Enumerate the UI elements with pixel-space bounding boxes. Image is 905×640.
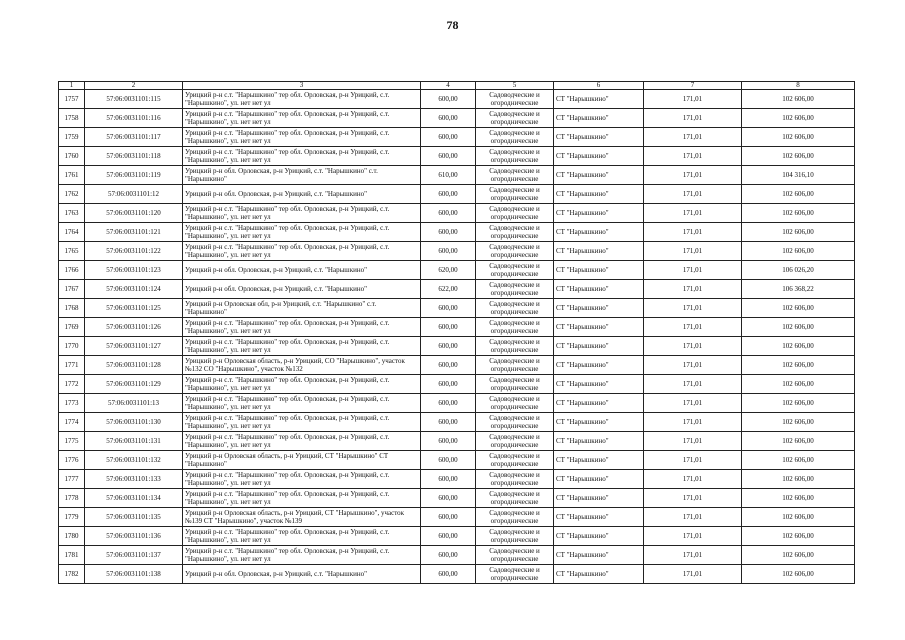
cadastral-value-cell: 102 606,00 [742,394,855,413]
owner-cell: СТ "Нарышкино" [554,280,644,299]
area-cell: 600,00 [421,318,476,337]
cadastral-value-cell: 102 606,00 [742,413,855,432]
cadastral-number-cell: 57:06:0031101:122 [85,242,183,261]
row-number-cell: 1759 [59,128,85,147]
rate-cell: 171,01 [644,204,742,223]
rate-cell: 171,01 [644,337,742,356]
area-cell: 600,00 [421,223,476,242]
land-use-cell: Садоводческие и огороднические [476,375,554,394]
row-number-cell: 1773 [59,394,85,413]
owner-cell: СТ "Нарышкино" [554,527,644,546]
area-cell: 600,00 [421,204,476,223]
table-row [59,546,855,565]
row-number-cell: 1770 [59,337,85,356]
row-number-cell: 1776 [59,451,85,470]
column-number-row [59,82,855,90]
table-row [59,394,855,413]
rate-cell: 171,01 [644,299,742,318]
column-header: 8 [742,82,855,90]
rate-cell: 171,01 [644,185,742,204]
rate-cell: 171,01 [644,470,742,489]
cadastral-number-cell: 57:06:0031101:125 [85,299,183,318]
cadastral-value-cell: 102 606,00 [742,356,855,375]
area-cell: 600,00 [421,413,476,432]
row-number-cell: 1763 [59,204,85,223]
table-row [59,166,855,185]
owner-cell: СТ "Нарышкино" [554,90,644,109]
land-use-cell: Садоводческие и огороднические [476,451,554,470]
land-use-cell: Садоводческие и огороднические [476,489,554,508]
address-cell: Урицкий р-н с.т. "Нарышкино" тер обл. Орловская, р-н Урицкий, с.т. "Нарышкино", ул. нет нет ул [183,128,421,147]
address-cell: Урицкий р-н с.т. "Нарышкино" тер обл. Орловская, р-н Урицкий, с.т. "Нарышкино", ул. нет нет ул [183,489,421,508]
land-use-cell: Садоводческие и огороднические [476,337,554,356]
column-header: 2 [85,82,183,90]
area-cell: 600,00 [421,242,476,261]
address-cell: Урицкий р-н с.т. "Нарышкино" тер обл. Орловская, р-н Урицкий, с.т. "Нарышкино", ул. нет нет ул [183,527,421,546]
cadastral-value-cell: 102 606,00 [742,489,855,508]
address-cell: Урицкий р-н с.т. "Нарышкино" тер обл. Орловская, р-н Урицкий, с.т. "Нарышкино", ул. нет нет ул [183,375,421,394]
row-number-cell: 1766 [59,261,85,280]
row-number-cell: 1758 [59,109,85,128]
address-cell: Урицкий р-н с.т. "Нарышкино" тер обл. Орловская, р-н Урицкий, с.т. "Нарышкино", ул. нет нет ул [183,318,421,337]
row-number-cell: 1772 [59,375,85,394]
cadastral-value-cell: 102 606,00 [742,375,855,394]
cadastral-value-cell: 102 606,00 [742,527,855,546]
rate-cell: 171,01 [644,413,742,432]
address-cell: Урицкий р-н с.т. "Нарышкино" тер обл. Орловская, р-н Урицкий, с.т. "Нарышкино", ул. нет нет ул [183,109,421,128]
address-cell: Урицкий р-н с.т. "Нарышкино" тер обл. Орловская, р-н Урицкий, с.т. "Нарышкино", ул. нет нет ул [183,90,421,109]
area-cell: 622,00 [421,280,476,299]
address-cell: Урицкий р-н обл. Орловская, р-н Урицкий, с.т. "Нарышкино" [183,261,421,280]
table-row [59,147,855,166]
rate-cell: 171,01 [644,508,742,527]
rate-cell: 171,01 [644,90,742,109]
land-use-cell: Садоводческие и огороднические [476,299,554,318]
cadastral-value-cell: 102 606,00 [742,204,855,223]
address-cell: Урицкий р-н с.т. "Нарышкино" тер обл. Орловская, р-н Урицкий, с.т. "Нарышкино", ул. нет нет ул [183,432,421,451]
cadastral-number-cell: 57:06:0031101:118 [85,147,183,166]
table-row [59,413,855,432]
cadastral-number-cell: 57:06:0031101:135 [85,508,183,527]
cadastral-number-cell: 57:06:0031101:138 [85,565,183,584]
land-use-cell: Садоводческие и огороднические [476,432,554,451]
cadastral-value-cell: 102 606,00 [742,299,855,318]
cadastral-value-cell: 104 316,10 [742,166,855,185]
rate-cell: 171,01 [644,394,742,413]
land-use-cell: Садоводческие и огороднические [476,242,554,261]
land-use-cell: Садоводческие и огороднические [476,109,554,128]
cadastral-value-cell: 102 606,00 [742,185,855,204]
table-row [59,318,855,337]
cadastral-value-cell: 102 606,00 [742,109,855,128]
owner-cell: СТ "Нарышкино" [554,128,644,147]
rate-cell: 171,01 [644,451,742,470]
area-cell: 600,00 [421,109,476,128]
area-cell: 600,00 [421,489,476,508]
column-header: 3 [183,82,421,90]
land-registry-table [58,81,855,584]
rate-cell: 171,01 [644,166,742,185]
address-cell: Урицкий р-н с.т. "Нарышкино" тер обл. Орловская, р-н Урицкий, с.т. "Нарышкино", ул. нет нет ул [183,204,421,223]
area-cell: 600,00 [421,147,476,166]
row-number-cell: 1760 [59,147,85,166]
owner-cell: СТ "Нарышкино" [554,508,644,527]
cadastral-value-cell: 102 606,00 [742,337,855,356]
rate-cell: 171,01 [644,109,742,128]
land-use-cell: Садоводческие и огороднические [476,413,554,432]
owner-cell: СТ "Нарышкино" [554,432,644,451]
rate-cell: 171,01 [644,128,742,147]
owner-cell: СТ "Нарышкино" [554,261,644,280]
land-use-cell: Садоводческие и огороднические [476,470,554,489]
cadastral-value-cell: 102 606,00 [742,242,855,261]
rate-cell: 171,01 [644,546,742,565]
table-row [59,451,855,470]
area-cell: 600,00 [421,546,476,565]
land-use-cell: Садоводческие и огороднические [476,147,554,166]
address-cell: Урицкий р-н Орловская область, р-н Урицкий, СТ "Нарышкино" СТ "Нарышкино" [183,451,421,470]
land-use-cell: Садоводческие и огороднические [476,356,554,375]
column-header: 5 [476,82,554,90]
area-cell: 600,00 [421,565,476,584]
cadastral-number-cell: 57:06:0031101:137 [85,546,183,565]
cadastral-value-cell: 102 606,00 [742,128,855,147]
owner-cell: СТ "Нарышкино" [554,166,644,185]
column-header: 1 [59,82,85,90]
cadastral-number-cell: 57:06:0031101:127 [85,337,183,356]
table-row [59,489,855,508]
rate-cell: 171,01 [644,432,742,451]
row-number-cell: 1761 [59,166,85,185]
table-row [59,204,855,223]
address-cell: Урицкий р-н с.т. "Нарышкино" тер обл. Орловская, р-н Урицкий, с.т. "Нарышкино", ул. нет нет ул [183,470,421,489]
table-row [59,185,855,204]
owner-cell: СТ "Нарышкино" [554,109,644,128]
rate-cell: 171,01 [644,242,742,261]
row-number-cell: 1779 [59,508,85,527]
cadastral-number-cell: 57:06:0031101:126 [85,318,183,337]
table-row [59,261,855,280]
area-cell: 600,00 [421,299,476,318]
cadastral-number-cell: 57:06:0031101:120 [85,204,183,223]
address-cell: Урицкий р-н Орловская область, р-н Урицкий, СО "Нарышкино", участок №132 СО "Нарышкино", участок №132 [183,356,421,375]
row-number-cell: 1780 [59,527,85,546]
owner-cell: СТ "Нарышкино" [554,223,644,242]
address-cell: Урицкий р-н обл. Орловская, р-н Урицкий, с.т. "Нарышкино" [183,565,421,584]
owner-cell: СТ "Нарышкино" [554,375,644,394]
owner-cell: СТ "Нарышкино" [554,546,644,565]
cadastral-value-cell: 102 606,00 [742,546,855,565]
owner-cell: СТ "Нарышкино" [554,565,644,584]
table-row [59,565,855,584]
cadastral-number-cell: 57:06:0031101:123 [85,261,183,280]
table-row [59,375,855,394]
land-use-cell: Садоводческие и огороднические [476,261,554,280]
cadastral-value-cell: 102 606,00 [742,470,855,489]
column-header: 7 [644,82,742,90]
rate-cell: 171,01 [644,489,742,508]
owner-cell: СТ "Нарышкино" [554,337,644,356]
cadastral-value-cell: 106 026,20 [742,261,855,280]
land-use-cell: Садоводческие и огороднические [476,508,554,527]
row-number-cell: 1768 [59,299,85,318]
area-cell: 600,00 [421,527,476,546]
owner-cell: СТ "Нарышкино" [554,413,644,432]
owner-cell: СТ "Нарышкино" [554,242,644,261]
row-number-cell: 1778 [59,489,85,508]
table-row [59,470,855,489]
owner-cell: СТ "Нарышкино" [554,451,644,470]
owner-cell: СТ "Нарышкино" [554,299,644,318]
table-row [59,432,855,451]
column-header: 4 [421,82,476,90]
owner-cell: СТ "Нарышкино" [554,394,644,413]
cadastral-value-cell: 102 606,00 [742,90,855,109]
address-cell: Урицкий р-н с.т. "Нарышкино" тер обл. Орловская, р-н Урицкий, с.т. "Нарышкино", ул. нет нет ул [183,242,421,261]
cadastral-number-cell: 57:06:0031101:133 [85,470,183,489]
table-row [59,508,855,527]
area-cell: 600,00 [421,508,476,527]
row-number-cell: 1762 [59,185,85,204]
rate-cell: 171,01 [644,261,742,280]
cadastral-number-cell: 57:06:0031101:115 [85,90,183,109]
address-cell: Урицкий р-н с.т. "Нарышкино" тер обл. Орловская, р-н Урицкий, с.т. "Нарышкино", ул. нет нет ул [183,337,421,356]
cadastral-value-cell: 102 606,00 [742,147,855,166]
area-cell: 600,00 [421,470,476,489]
area-cell: 600,00 [421,451,476,470]
owner-cell: СТ "Нарышкино" [554,489,644,508]
cadastral-number-cell: 57:06:0031101:132 [85,451,183,470]
land-use-cell: Садоводческие и огороднические [476,565,554,584]
area-cell: 600,00 [421,432,476,451]
owner-cell: СТ "Нарышкино" [554,147,644,166]
cadastral-value-cell: 102 606,00 [742,565,855,584]
rate-cell: 171,01 [644,147,742,166]
cadastral-value-cell: 102 606,00 [742,451,855,470]
table-row [59,299,855,318]
cadastral-number-cell: 57:06:0031101:117 [85,128,183,147]
table-row [59,337,855,356]
address-cell: Урицкий р-н с.т. "Нарышкино" тер обл. Орловская, р-н Урицкий, с.т. "Нарышкино", ул. нет нет ул [183,394,421,413]
row-number-cell: 1769 [59,318,85,337]
row-number-cell: 1782 [59,565,85,584]
row-number-cell: 1765 [59,242,85,261]
area-cell: 600,00 [421,394,476,413]
cadastral-value-cell: 102 606,00 [742,223,855,242]
address-cell: Урицкий р-н обл. Орловская, р-н Урицкий, с.т. "Нарышкино" [183,185,421,204]
cadastral-value-cell: 102 606,00 [742,432,855,451]
address-cell: Урицкий р-н Орловская обл, р-н Урицкий, с.т. "Нарышкино" с.т. "Нарышкино" [183,299,421,318]
rate-cell: 171,01 [644,223,742,242]
land-use-cell: Садоводческие и огороднические [476,318,554,337]
area-cell: 620,00 [421,261,476,280]
row-number-cell: 1764 [59,223,85,242]
rate-cell: 171,01 [644,527,742,546]
cadastral-number-cell: 57:06:0031101:128 [85,356,183,375]
land-use-cell: Садоводческие и огороднические [476,223,554,242]
area-cell: 600,00 [421,128,476,147]
table-row [59,90,855,109]
cadastral-number-cell: 57:06:0031101:12 [85,185,183,204]
address-cell: Урицкий р-н с.т. "Нарышкино" тер обл. Орловская, р-н Урицкий, с.т. "Нарышкино", ул. нет нет ул [183,147,421,166]
rate-cell: 171,01 [644,280,742,299]
address-cell: Урицкий р-н с.т. "Нарышкино" тер обл. Орловская, р-н Урицкий, с.т. "Нарышкино", ул. нет нет ул [183,413,421,432]
table-row [59,356,855,375]
row-number-cell: 1774 [59,413,85,432]
table-row [59,242,855,261]
cadastral-number-cell: 57:06:0031101:136 [85,527,183,546]
table-row [59,280,855,299]
address-cell: Урицкий р-н Орловская область, р-н Урицкий, СТ "Нарышкино", участок №139 СТ "Нарышкино", участок №139 [183,508,421,527]
row-number-cell: 1757 [59,90,85,109]
land-use-cell: Садоводческие и огороднические [476,527,554,546]
area-cell: 600,00 [421,337,476,356]
rate-cell: 171,01 [644,565,742,584]
cadastral-number-cell: 57:06:0031101:119 [85,166,183,185]
land-use-cell: Садоводческие и огороднические [476,204,554,223]
row-number-cell: 1771 [59,356,85,375]
land-use-cell: Садоводческие и огороднические [476,546,554,565]
row-number-cell: 1775 [59,432,85,451]
area-cell: 600,00 [421,90,476,109]
area-cell: 600,00 [421,356,476,375]
owner-cell: СТ "Нарышкино" [554,356,644,375]
cadastral-number-cell: 57:06:0031101:134 [85,489,183,508]
area-cell: 610,00 [421,166,476,185]
cadastral-number-cell: 57:06:0031101:121 [85,223,183,242]
row-number-cell: 1767 [59,280,85,299]
land-use-cell: Садоводческие и огороднические [476,394,554,413]
land-use-cell: Садоводческие и огороднические [476,280,554,299]
table-row [59,109,855,128]
owner-cell: СТ "Нарышкино" [554,204,644,223]
cadastral-number-cell: 57:06:0031101:130 [85,413,183,432]
cadastral-number-cell: 57:06:0031101:116 [85,109,183,128]
area-cell: 600,00 [421,185,476,204]
cadastral-value-cell: 106 368,22 [742,280,855,299]
land-use-cell: Садоводческие и огороднические [476,185,554,204]
owner-cell: СТ "Нарышкино" [554,185,644,204]
row-number-cell: 1781 [59,546,85,565]
table-row [59,527,855,546]
rate-cell: 171,01 [644,375,742,394]
land-use-cell: Садоводческие и огороднические [476,90,554,109]
address-cell: Урицкий р-н с.т. "Нарышкино" тер обл. Орловская, р-н Урицкий, с.т. "Нарышкино", ул. нет нет ул [183,223,421,242]
cadastral-value-cell: 102 606,00 [742,508,855,527]
rate-cell: 171,01 [644,356,742,375]
area-cell: 600,00 [421,375,476,394]
cadastral-number-cell: 57:06:0031101:13 [85,394,183,413]
owner-cell: СТ "Нарышкино" [554,470,644,489]
land-use-cell: Садоводческие и огороднические [476,166,554,185]
row-number-cell: 1777 [59,470,85,489]
land-use-cell: Садоводческие и огороднические [476,128,554,147]
rate-cell: 171,01 [644,318,742,337]
address-cell: Урицкий р-н с.т. "Нарышкино" тер обл. Орловская, р-н Урицкий, с.т. "Нарышкино", ул. нет нет ул [183,546,421,565]
column-header: 6 [554,82,644,90]
cadastral-number-cell: 57:06:0031101:129 [85,375,183,394]
page-number: 78 [446,18,459,32]
address-cell: Урицкий р-н обл. Орловская, р-н Урицкий, с.т. "Нарышкино" с.т. "Нарышкино" [183,166,421,185]
address-cell: Урицкий р-н обл. Орловская, р-н Урицкий, с.т. "Нарышкино" [183,280,421,299]
cadastral-number-cell: 57:06:0031101:131 [85,432,183,451]
owner-cell: СТ "Нарышкино" [554,318,644,337]
cadastral-value-cell: 102 606,00 [742,318,855,337]
table-row [59,128,855,147]
cadastral-number-cell: 57:06:0031101:124 [85,280,183,299]
table-row [59,223,855,242]
